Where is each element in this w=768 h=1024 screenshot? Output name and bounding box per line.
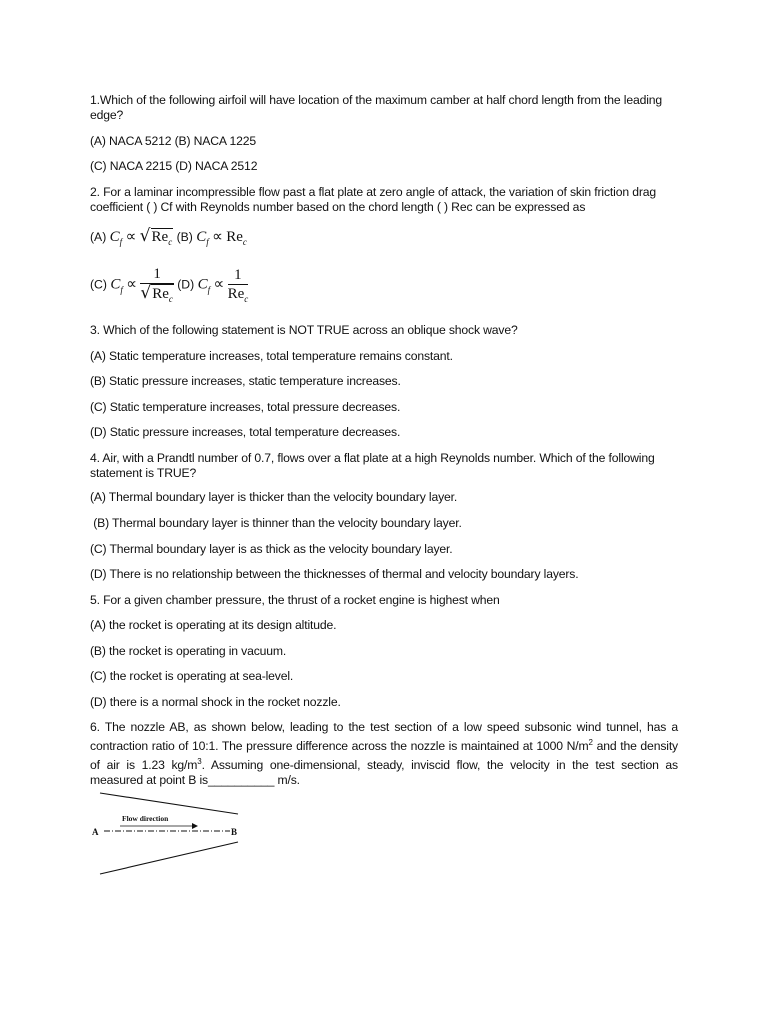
fraction-one-over-sqrt-re: $\frac{1}{√Re_c}$	[140, 266, 173, 304]
nozzle-upper-wall	[100, 793, 238, 814]
question-4-option-d: (D) There is no relationship between the thicknesses of thermal and velocity boundary layers.	[90, 567, 579, 581]
question-5-option-c: (C) the rocket is operating at sea-level.	[90, 669, 294, 683]
nozzle-lower-wall	[100, 842, 238, 874]
point-a-label: A	[92, 827, 99, 837]
question-3-text: 3. Which of the following statement is NOT TRUE across an oblique shock wave?	[90, 323, 518, 337]
option-a-label: (A)	[90, 230, 107, 244]
nozzle-diagram	[90, 788, 250, 878]
option-d-label: (D)	[177, 277, 195, 292]
proportional-symbol: ∝	[125, 229, 137, 245]
question-2-options-cd: (C) $C_f$ ∝ $\frac{1}{√Re_c}$ (D) $C_f$ ∝ $\frac{1}{Re_c}$	[90, 266, 249, 304]
question-5-text: 5. For a given chamber pressure, the thrust of a rocket engine is highest when	[90, 593, 500, 607]
question-3-option-d: (D) Static pressure increases, total temperature decreases.	[90, 425, 401, 439]
question-4-option-c: (C) Thermal boundary layer is as thick as the velocity boundary layer.	[90, 542, 453, 556]
question-1-options-ab: (A) NACA 5212 (B) NACA 1225	[90, 134, 256, 148]
question-5-option-d: (D) there is a normal shock in the rocket nozzle.	[90, 695, 341, 709]
question-4-option-a: (A) Thermal boundary layer is thicker than the velocity boundary layer.	[90, 490, 458, 504]
question-5-option-a: (A) the rocket is operating at its design altitude.	[90, 618, 337, 632]
cf-symbol: C	[109, 229, 120, 245]
flow-arrow-head-icon	[192, 823, 198, 829]
question-1-options-cd: (C) NACA 2215 (D) NACA 2512	[90, 159, 258, 173]
question-5-option-b: (B) the rocket is operating in vacuum.	[90, 644, 287, 658]
question-6-text: 6. The nozzle AB, as shown below, leading to the test section of a low speed subsonic wind tunnel, has a contraction ratio of 10:1. The pressure difference across the nozzle is maintained at 1000 $N/m^2$ and the density of air is 1.23 $kg/m^3$. Assuming one-dimensional, steady, inviscid flow, the velocity in the test section as measured at point B is__________ m/s.	[90, 720, 678, 788]
nozzle-diagram-svg	[90, 788, 250, 878]
question-3-option-c: (C) Static temperature increases, total pressure decreases.	[90, 400, 401, 414]
question-3-option-a: (A) Static temperature increases, total temperature remains constant.	[90, 349, 453, 363]
sqrt-icon: √	[139, 226, 151, 246]
point-b-label: B	[231, 827, 238, 837]
question-2-options-ab: (A) $C_f \propto √Re_c$ (B) $C_f \propto Re_c$	[90, 226, 247, 247]
option-c-label: (C)	[90, 277, 107, 292]
sqrt-icon: √	[140, 283, 152, 303]
question-3-option-b: (B) Static pressure increases, static temperature increases.	[90, 374, 401, 388]
option-b-label: (B)	[176, 230, 193, 244]
fraction-one-over-re: $\frac{1}{Re_c}$	[227, 266, 249, 304]
question-1-text: 1.Which of the following airfoil will have location of the maximum camber at half chord length from the leading edge?	[90, 93, 663, 122]
question-4-option-b: (B) Thermal boundary layer is thinner than the velocity boundary layer.	[90, 516, 462, 530]
question-2-text: 2. For a laminar incompressible flow past a flat plate at zero angle of attack, the variation of skin friction drag coefficient ( ) Cf with Reynolds number based on the chord length ( ) Rec can be expressed as	[90, 185, 657, 214]
question-4-text: 4. Air, with a Prandtl number of 0.7, flows over a flat plate at a high Reynolds number. Which of the following statement is TRUE?	[90, 451, 655, 480]
flow-direction-label: Flow direction	[122, 814, 169, 823]
